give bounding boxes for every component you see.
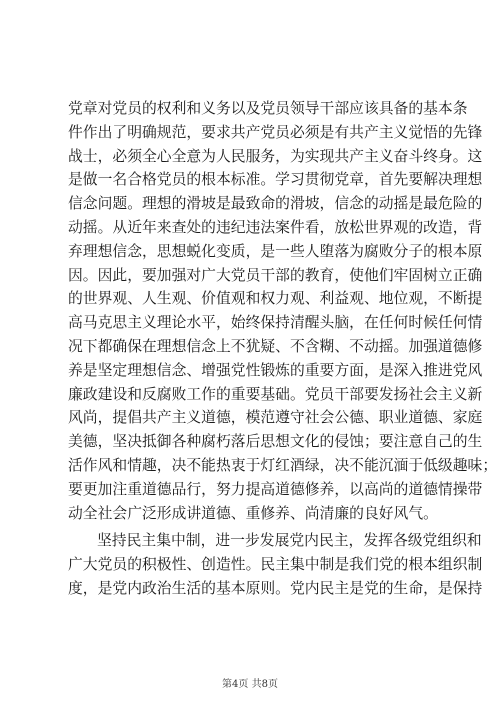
text-line: 弃理想信念，思想蜕化变质，是一些人堕落为腐败分子的根本原 bbox=[68, 242, 483, 260]
text-line: 战士，必须全心全意为人民服务，为实现共产主义奋斗终身。这 bbox=[68, 147, 483, 165]
text-line: 动全社会广泛形成讲道德、重修养、尚清廉的良好风气。 bbox=[68, 504, 438, 522]
text-line: 度，是党内政治生活的基本原则。党内民主是党的生命，是保持 bbox=[68, 579, 483, 597]
text-line: 坚持民主集中制，进一步发展党内民主，发挥各级党组织和 bbox=[97, 532, 482, 550]
paragraph-1 bbox=[68, 97, 498, 525]
text-line: 活作风和情趣，决不能热衷于灯红酒绿，决不能沉湎于低级趣味； bbox=[68, 456, 498, 474]
text-line: 信念问题。理想的滑坡是最致命的滑坡，信念的动摇是最危险的 bbox=[68, 195, 483, 213]
text-line: 因。因此，要加强对广大党员干部的教育，使他们牢固树立正确 bbox=[68, 266, 483, 284]
paragraph-2 bbox=[68, 529, 483, 600]
text-line: 况下都确保在理想信念上不犹疑、不含糊、不动摇。加强道德修 bbox=[68, 337, 483, 355]
body-text bbox=[68, 97, 498, 601]
text-line: 是做一名合格党员的根本标准。学习贯彻党章，首先要解决理想 bbox=[68, 171, 483, 189]
text-line: 的世界观、人生观、价值观和权力观、利益观、地位观，不断提 bbox=[68, 290, 483, 308]
text-line: 件作出了明确规范，要求共产党员必须是有共产主义觉悟的先锋 bbox=[68, 123, 483, 141]
text-line: 高马克思主义理论水平，始终保持清醒头脑，在任何时候任何情 bbox=[68, 314, 483, 332]
page-number-footer: 第4页 共8页 bbox=[222, 679, 278, 690]
text-line: 广大党员的积极性、创造性。民主集中制是我们党的根本组织制 bbox=[68, 556, 483, 574]
text-line: 要更加注重道德品行，努力提高道德修养，以高尚的道德情操带 bbox=[68, 480, 483, 498]
text-line: 养是坚定理想信念、增强党性锻炼的重要方面，是深入推进党风 bbox=[68, 361, 483, 379]
text-line: 美德，坚决抵御各种腐朽落后思想文化的侵蚀；要注意自己的生 bbox=[68, 433, 483, 451]
text-line: 廉政建设和反腐败工作的重要基础。党员干部要发扬社会主义新 bbox=[68, 385, 483, 403]
text-line: 风尚，提倡共产主义道德，模范遵守社会公德、职业道德、家庭 bbox=[68, 409, 483, 427]
text-line: 动摇。从近年来查处的违纪违法案件看，放松世界观的改造，背 bbox=[68, 218, 483, 236]
text-line: 党章对党员的权利和义务以及党员领导干部应该具备的基本条 bbox=[68, 100, 468, 117]
